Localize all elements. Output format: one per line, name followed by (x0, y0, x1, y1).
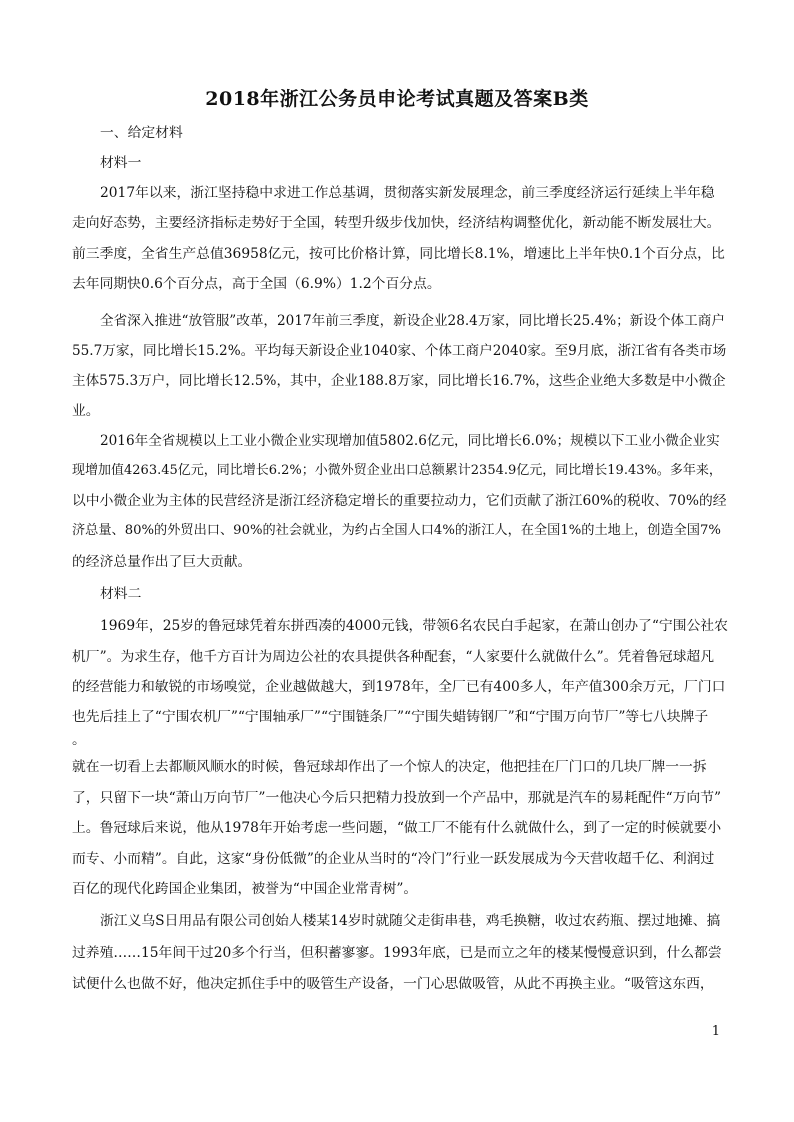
text-line: 了，只留下一块“萧山万向节厂”一他决心今后只把精力投放到一个产品中，那就是汽车的易耗配件“万向节” (72, 790, 722, 806)
material-heading: 材料一 (100, 155, 142, 171)
text-line: 走向好态势，主要经济指标走势好于全国，转型升级步伐加快，经济结构调整优化，新动能不断发展壮大。 (72, 215, 721, 231)
text-line: 。 (72, 732, 86, 748)
text-line: 前三季度，全省生产总值36958亿元，按可比价格计算，同比增长8.1%，增速比上半年快0.1个百分点，比 (72, 246, 725, 262)
document-title: 2018年浙江公务员申论考试真题及答案B类 (205, 88, 589, 110)
text-line: 主体575.3万户，同比增长12.5%，其中，企业188.8万家，同比增长16.7%，这些企业绝大多数是中小微企 (72, 373, 726, 389)
text-line: 也先后挂上了“宁围农机厂”“宁围轴承厂”“宁围链条厂”“宁围失蜡铸钢厂”和“宁围万向节厂”等七八块牌子 (72, 709, 709, 725)
text-line: 现增加值4263.45亿元，同比增长6.2%；小微外贸企业出口总额累计2354.9亿元，同比增长19.43%。多年来， (72, 463, 722, 478)
text-line: 55.7万家，同比增长15.2%。平均每天新设企业1040家、个体工商户2040家。至9月底，浙江省有各类市场 (72, 343, 727, 359)
text-line: 浙江义乌S日用品有限公司创始人楼某14岁时就随父走街串巷，鸡毛换糖，收过农药瓶、摆过地摊、搞 (100, 913, 721, 929)
page-number: 1 (711, 1024, 720, 1039)
text-line: 的经营能力和敏锐的市场嗅觉，企业越做越大，到1978年，全厂已有400多人，年产值300余万元，厂门口 (72, 679, 726, 695)
text-line: 2016年全省规模以上工业小微企业实现增加值5802.6亿元，同比增长6.0%；规模以下工业小微企业实 (100, 433, 720, 449)
material-heading: 材料二 (100, 586, 142, 602)
text-line: 2017年以来，浙江坚持稳中求进工作总基调，贯彻落实新发展理念，前三季度经济运行延续上半年稳 (100, 185, 715, 201)
text-line: 去年同期快0.6个百分点，高于全国（6.9%）1.2个百分点。 (72, 276, 441, 292)
text-line: 机厂”。为求生存，他千方百计为周边公社的农具提供各种配套，“人家要什么就做什么”。凭着鲁冠球超凡 (72, 649, 715, 665)
text-line: 就在一切看上去都顺风顺水的时候，鲁冠球却作出了一个惊人的决定，他把挂在厂门口的几块厂牌一一拆 (72, 759, 707, 775)
text-line: 业。 (72, 403, 100, 419)
text-line: 1969年，25岁的鲁冠球凭着东拼西凑的4000元钱，带领6名农民白手起家，在萧山创办了“宁围公社农 (100, 618, 728, 634)
text-line: 济总量、80%的外贸出口、90%的社会就业，为约占全国人口4%的浙江人，在全国1%的土地上，创造全国7% (72, 523, 721, 538)
text-line: 试便什么也做不好，他决定抓住手中的吸管生产设备，一门心思做吸管，从此不再换主业。“吸管这东西， (72, 976, 714, 992)
text-line: 过养殖……15年间干过20多个行当，但积蓄寥寥。1993年底，已是而立之年的楼某慢慢意识到，什么都尝 (72, 945, 722, 961)
text-line: 以中小微企业为主体的民营经济是浙江经济稳定增长的重要拉动力，它们贡献了浙江60%的税收、70%的经 (72, 493, 727, 509)
text-line: 全省深入推进“放管服”改革，2017年前三季度，新设企业28.4万家，同比增长25.4%；新设个体工商户 (100, 313, 725, 329)
text-line: 而专、小而精”。自此，这家“身份低微”的企业从当时的“冷门”行业一跃发展成为今天营收超千亿、利润过 (72, 851, 715, 867)
text-line: 的经济总量作出了巨大贡献。 (72, 554, 252, 570)
text-line: 上。鲁冠球后来说，他从1978年开始考虑一些问题，“做工厂不能有什么就做什么，到了一定的时候就要小 (72, 820, 722, 836)
text-line: 百亿的现代化跨国企业集团，被誉为“中国企业常青树”。 (72, 881, 418, 897)
section-heading: 一、给定材料 (100, 125, 183, 141)
